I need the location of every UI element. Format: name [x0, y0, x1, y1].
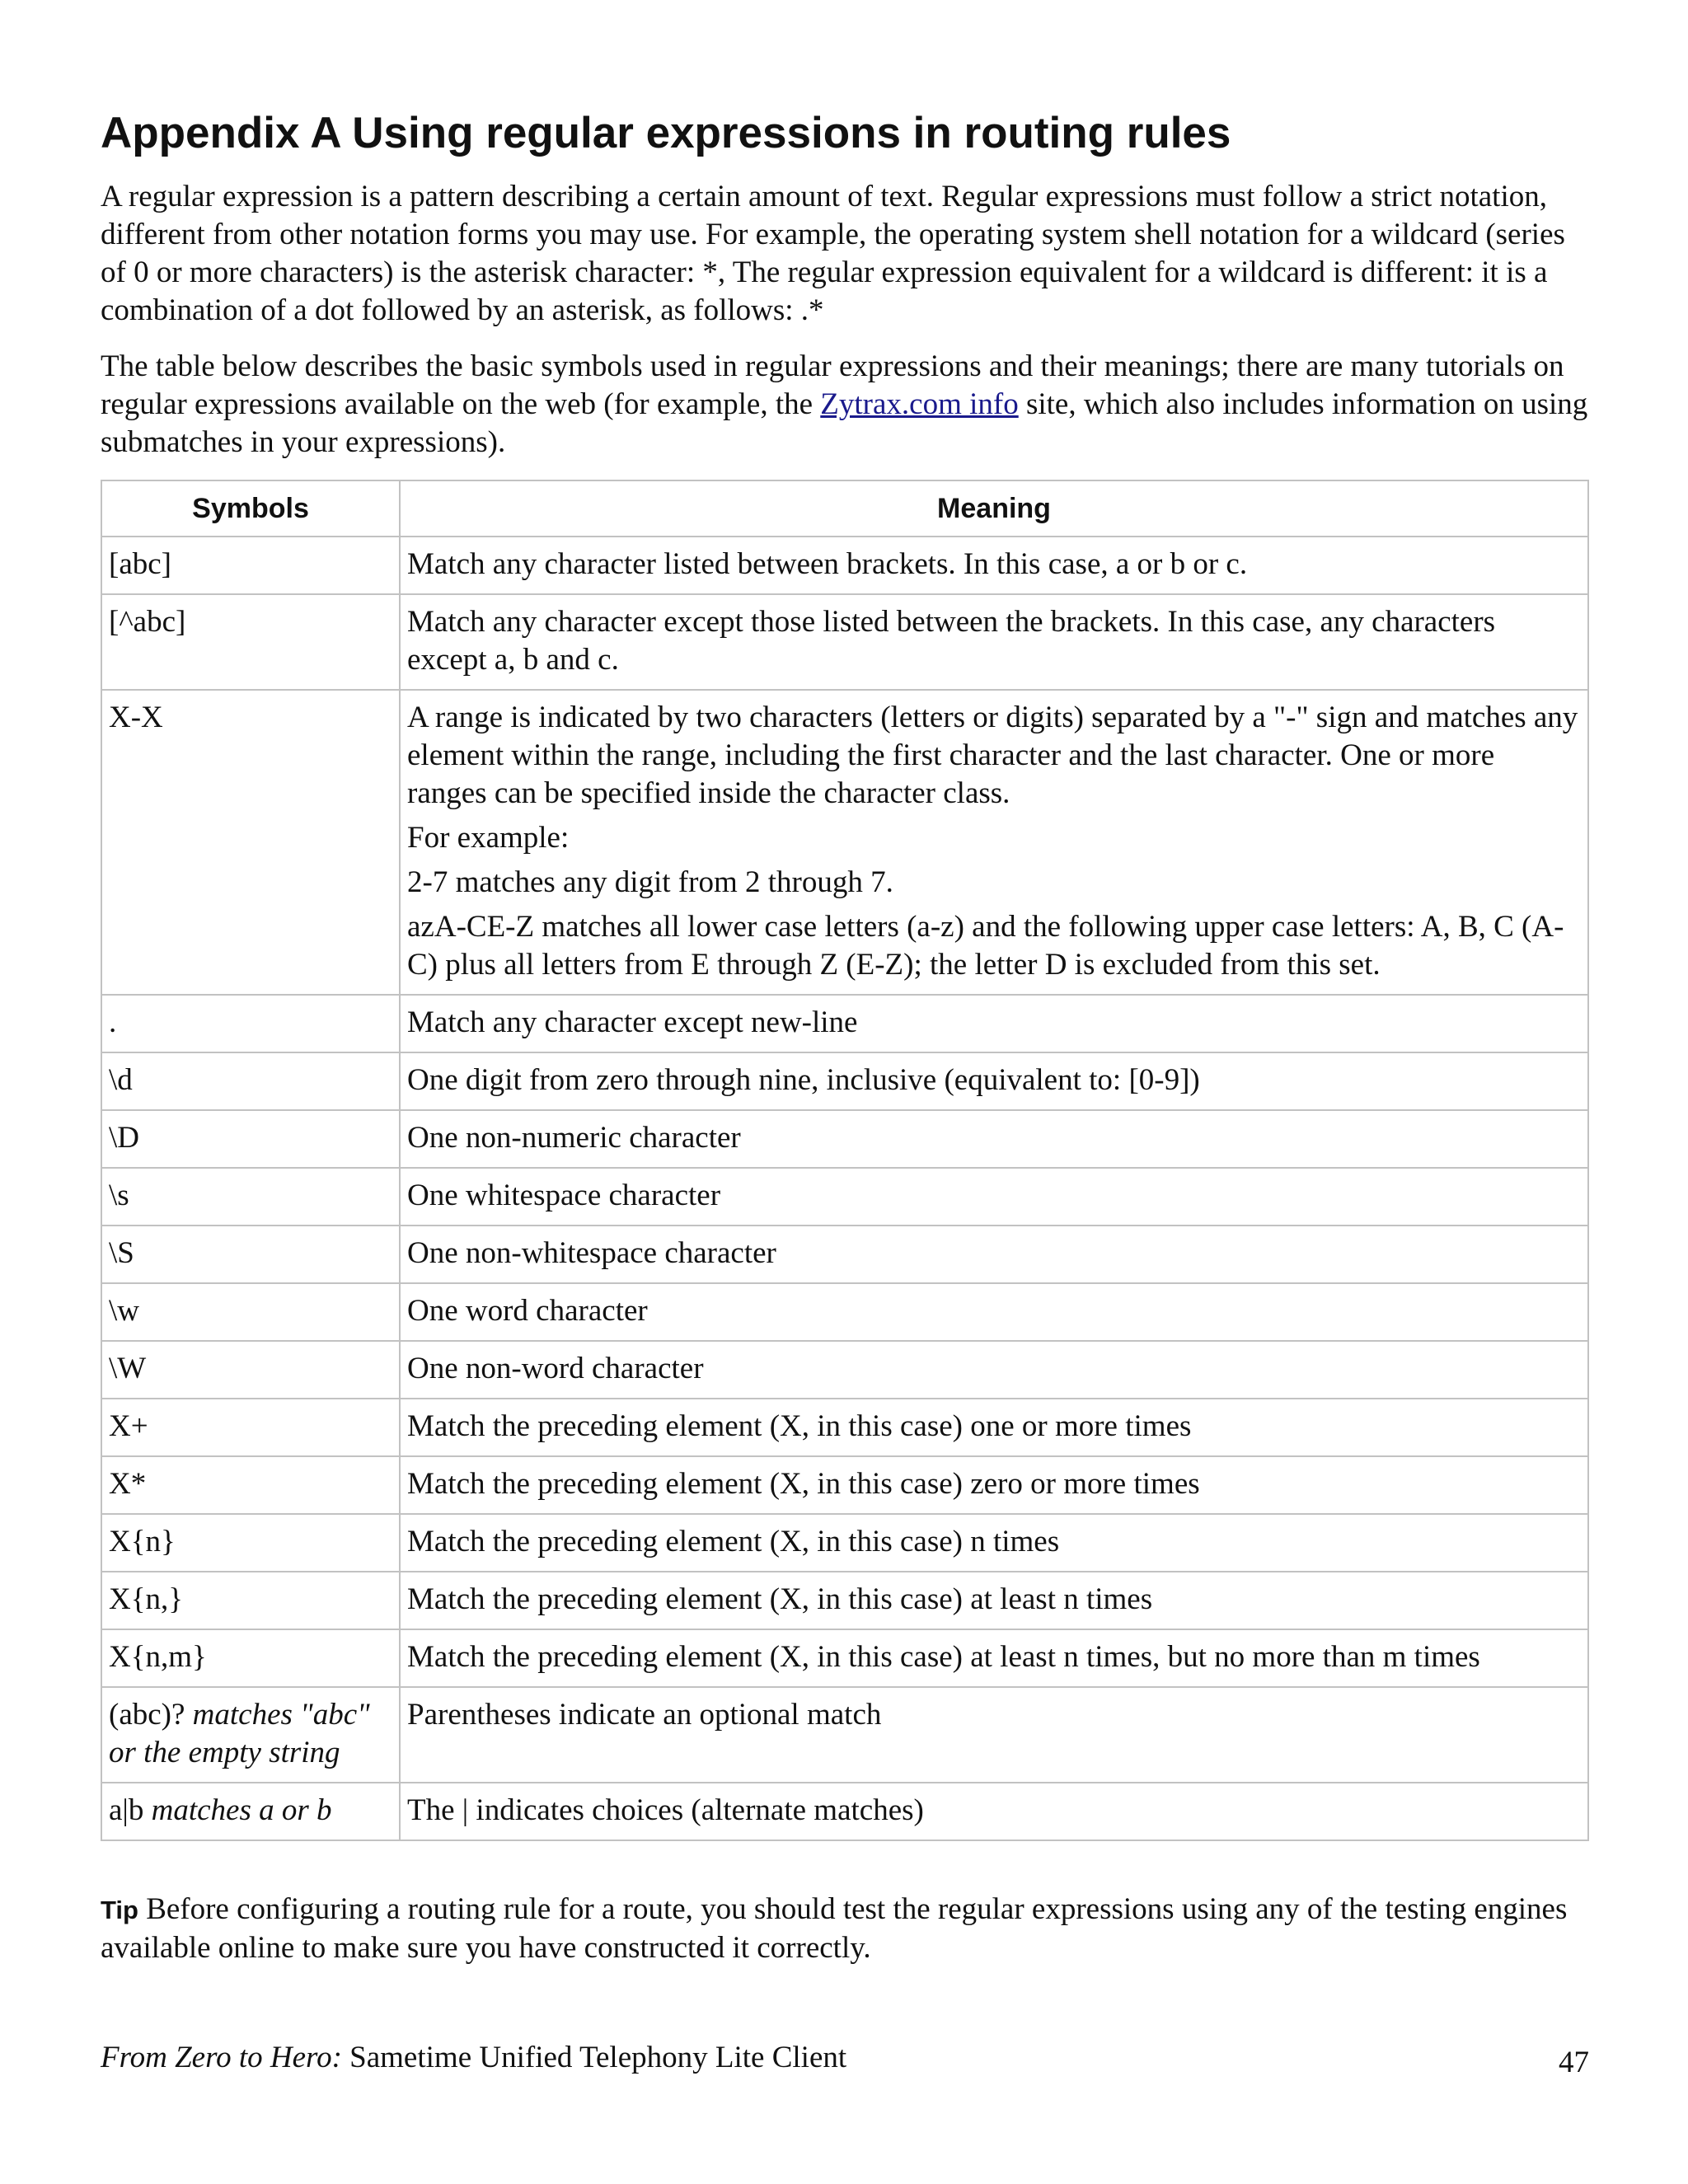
symbol-text: X{n}: [109, 1525, 176, 1558]
symbol-note: matches a or b: [143, 1793, 332, 1827]
symbol-text: X{n,m}: [109, 1640, 207, 1674]
symbol-cell: [101, 1456, 400, 1514]
meaning-cell: [400, 1226, 1588, 1283]
meaning-text: Match the preceding element (X, in this case) at least n times, but no more than m times: [407, 1640, 1480, 1674]
meaning-text: Match any character except those listed between the brackets. In this case, any characters except a, b and c.: [407, 605, 1496, 677]
document-page: [101, 107, 1589, 1967]
tip-label: Tip: [101, 1896, 138, 1924]
table-row: [101, 1341, 1588, 1399]
header-symbols: Symbols: [101, 480, 400, 537]
tutorials-paragraph: [101, 348, 1589, 462]
meaning-cell: [400, 537, 1588, 594]
symbol-cell: [101, 1572, 400, 1629]
meaning-cell: [400, 1783, 1588, 1840]
symbol-text: \S: [109, 1236, 134, 1270]
meaning-text: One non-whitespace character: [407, 1236, 776, 1270]
meaning-cell: [400, 594, 1588, 690]
meaning-cell: [400, 1514, 1588, 1572]
symbol-cell: [101, 1052, 400, 1110]
meaning-text: One non-numeric character: [407, 1121, 741, 1155]
tutorials-text-before: The table below describes the basic symbols used in regular expressions and their meanings; there are many tutorials on regular expressions available on the web (for example, the: [101, 349, 1564, 421]
symbol-text: \w: [109, 1294, 139, 1328]
meaning-cell: [400, 1341, 1588, 1399]
meaning-cell: [400, 1572, 1588, 1629]
meaning-text: One digit from zero through nine, inclusive (equivalent to: [0-9]): [407, 1063, 1200, 1097]
meaning-cell: [400, 690, 1588, 995]
meaning-text: 2-7 matches any digit from 2 through 7.: [407, 865, 893, 899]
meaning-cell: [400, 1283, 1588, 1341]
meaning-text: A range is indicated by two characters (letters or digits) separated by a "-" sign and matches any element within the range, including the first character and the last character. One or more ranges can be specified inside the character class.: [407, 701, 1578, 810]
symbol-text: \s: [109, 1179, 129, 1212]
symbol-text: \D: [109, 1121, 139, 1155]
symbol-text: X+: [109, 1409, 148, 1443]
meaning-cell: [400, 1629, 1588, 1687]
symbol-text: a|b: [109, 1793, 144, 1827]
table-row: [101, 1283, 1588, 1341]
tip-text: Before configuring a routing rule for a route, you should test the regular expressions using any of the testing engines available online to make sure you have constructed it correctly.: [101, 1892, 1568, 1965]
symbol-cell: [101, 1283, 400, 1341]
page-footer: [101, 2039, 1589, 2077]
symbol-cell: [101, 690, 400, 995]
zytrax-link[interactable]: Zytrax.com info: [820, 387, 1019, 421]
meaning-text: Match the preceding element (X, in this case) zero or more times: [407, 1467, 1200, 1501]
table-row: [101, 1629, 1588, 1687]
meaning-text: One non-word character: [407, 1352, 704, 1385]
meaning-text: Match the preceding element (X, in this case) at least n times: [407, 1582, 1153, 1616]
meaning-cell: [400, 1052, 1588, 1110]
symbol-text: X*: [109, 1467, 147, 1501]
page-title: Appendix A Using regular expressions in routing rules: [101, 109, 1231, 157]
meaning-text: For example:: [407, 821, 570, 855]
symbol-cell: [101, 594, 400, 690]
meaning-text: One word character: [407, 1294, 648, 1328]
meaning-text: One whitespace character: [407, 1179, 721, 1212]
meaning-cell: [400, 1687, 1588, 1783]
symbol-text: [^abc]: [109, 605, 186, 639]
table-row: [101, 1110, 1588, 1168]
symbol-cell: [101, 1514, 400, 1572]
symbol-cell: [101, 995, 400, 1052]
meaning-cell: [400, 1110, 1588, 1168]
table-row: [101, 1514, 1588, 1572]
table-row: [101, 537, 1588, 594]
table-row: [101, 594, 1588, 690]
table-row: [101, 1052, 1588, 1110]
symbol-cell: [101, 1341, 400, 1399]
meaning-text: Match the preceding element (X, in this case) n times: [407, 1525, 1060, 1558]
table-body: [101, 537, 1588, 1840]
symbol-text: [abc]: [109, 547, 171, 581]
table-row: [101, 1783, 1588, 1840]
symbol-cell: [101, 1226, 400, 1283]
intro-paragraph: A regular expression is a pattern describing a certain amount of text. Regular expressions must follow a strict notation, different from other notation forms you may use. For example, the operating system shell notation for a wildcard (series of 0 or more characters) is the asterisk character: *, The regular expression equivalent for a wildcard is different: it is a combination of a dot followed by an asterisk, as follows: .*: [101, 180, 1565, 327]
meaning-cell: [400, 1456, 1588, 1514]
symbol-cell: [101, 1168, 400, 1226]
meaning-text: Match any character listed between brackets. In this case, a or b or c.: [407, 547, 1248, 581]
symbol-cell: [101, 1687, 400, 1783]
footer-subtitle: Sametime Unified Telephony Lite Client: [341, 2041, 847, 2074]
header-meaning: Meaning: [400, 480, 1588, 537]
table-row: [101, 1226, 1588, 1283]
regex-symbols-table: [101, 480, 1589, 1841]
meaning-cell: [400, 995, 1588, 1052]
table-row: [101, 1456, 1588, 1514]
table-row: [101, 1399, 1588, 1456]
meaning-text: Match any character except new-line: [407, 1005, 858, 1039]
symbol-cell: [101, 537, 400, 594]
table-row: [101, 1687, 1588, 1783]
symbol-cell: [101, 1399, 400, 1456]
table-row: [101, 1168, 1588, 1226]
symbol-text: (abc)?: [109, 1698, 185, 1732]
table-row: [101, 995, 1588, 1052]
meaning-text: azA-CE-Z matches all lower case letters (a-z) and the following upper case letters: A, B, C (A-C) plus all letters from E through Z (E-Z); the letter D is excluded from this set.: [407, 910, 1564, 982]
footer-book-title: From Zero to Hero:: [101, 2041, 342, 2074]
symbol-text: X-X: [109, 701, 163, 734]
symbol-cell: [101, 1110, 400, 1168]
symbol-text: .: [109, 1005, 117, 1039]
meaning-cell: [400, 1168, 1588, 1226]
meaning-text: Parentheses indicate an optional match: [407, 1698, 882, 1732]
tutorials-text-after: site, which also includes information on using submatches in your expressions).: [101, 387, 1588, 459]
symbol-cell: [101, 1629, 400, 1687]
table-row: [101, 690, 1588, 995]
symbol-text: X{n,}: [109, 1582, 183, 1616]
symbol-text: \W: [109, 1352, 147, 1385]
symbol-note: matches "abc" or the empty string: [109, 1698, 370, 1769]
table-row: [101, 1572, 1588, 1629]
meaning-cell: [400, 1399, 1588, 1456]
symbol-text: \d: [109, 1063, 133, 1097]
tip-paragraph: [101, 1891, 1589, 1967]
symbol-cell: [101, 1783, 400, 1840]
meaning-text: The | indicates choices (alternate matches): [407, 1793, 924, 1827]
page-number: 47: [1559, 2046, 1589, 2079]
meaning-text: Match the preceding element (X, in this case) one or more times: [407, 1409, 1192, 1443]
table-header-row: [101, 480, 1588, 537]
